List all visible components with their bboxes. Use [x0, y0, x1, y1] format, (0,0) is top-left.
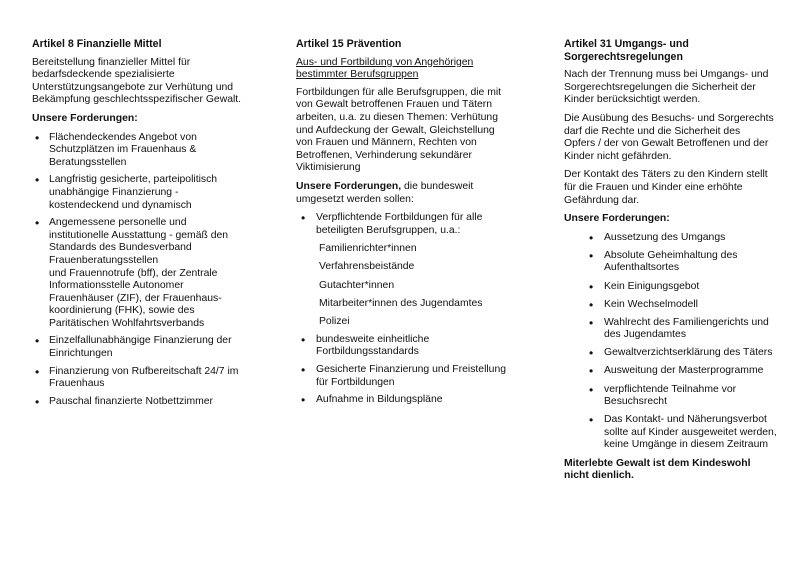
article-8-demands-heading: Unsere Forderungen: — [32, 112, 138, 124]
list-item — [32, 174, 250, 212]
list-item — [564, 414, 778, 452]
demands-rest-1: die bundesweit — [401, 180, 474, 192]
article-31-conclusion: Miterlebte Gewalt ist dem Kindeswohl nicht dienlich. — [564, 457, 751, 482]
list-item-text: Kein Wechselmodell — [604, 298, 698, 310]
bullet-icon: • — [35, 130, 40, 145]
bullet-icon: • — [35, 173, 40, 188]
list-item-text: Pauschal finanzierte Notbettzimmer — [49, 395, 214, 407]
list-item — [564, 281, 778, 294]
list-item — [296, 334, 508, 359]
article-8-title: Artikel 8 Finanzielle Mittel — [32, 38, 162, 50]
article-31-paragraph-3: Der Kontakt des Täters zu den Kindern stellt für die Frauen und Kinder eine erhöhte Gefährdung dar. — [564, 169, 768, 206]
list-item — [32, 132, 250, 170]
bullet-icon: • — [301, 362, 306, 377]
article-8-intro: Bereitstellung finanzieller Mittel für bedarfsdeckende spezialisierte Unterstützungsangebote zur Verhütung und Bekämpfung geschlechtsspezifischer Gewalt. — [32, 56, 242, 106]
list-item-text: Langfristig gesicherte, parteipolitisch unabhängige Finanzierung - kostendeckend und dynamisch — [49, 174, 218, 211]
list-item-text: Aufnahme in Bildungspläne — [316, 394, 443, 406]
list-item-text: Finanzierung von Rufbereitschaft 24/7 im Frauenhaus — [49, 365, 239, 390]
list-item-text: Aussetzung des Umgangs — [604, 231, 726, 243]
article-31-demands-list — [564, 232, 778, 452]
list-item — [564, 250, 778, 275]
bullet-icon: • — [589, 364, 594, 379]
list-item — [32, 396, 250, 409]
list-item-text: verpflichtende Teilnahme vor Besuchsrecht — [604, 383, 737, 408]
article-31-paragraph-2: Die Ausübung des Besuchs- und Sorgerechts darf die Rechte und die Sicherheit des Opfers / der von Gewalt Betroffenen und der Kinder nicht gefährden. — [564, 112, 774, 162]
article-31-title: Artikel 31 Umgangs- und Sorgerechtsregelungen — [564, 38, 689, 63]
list-item — [296, 212, 508, 328]
list-item — [296, 364, 508, 389]
bullet-icon: • — [589, 279, 594, 294]
bullet-icon: • — [35, 364, 40, 379]
list-item — [32, 217, 250, 330]
bullet-icon: • — [589, 382, 594, 397]
article-8-demands-list — [32, 132, 250, 409]
bullet-icon: • — [35, 394, 40, 409]
bullet-icon: • — [589, 346, 594, 361]
bullet-icon: • — [589, 413, 594, 428]
bullet-icon: • — [589, 315, 594, 330]
list-item-text: Gewaltverzichtserklärung des Täters — [604, 347, 773, 359]
bullet-icon: • — [35, 334, 40, 349]
professional-group: Familienrichter*innen — [319, 243, 417, 255]
column-article-15 — [296, 38, 508, 412]
bullet-icon: • — [301, 211, 306, 226]
list-item-text: Ausweitung der Masterprogramme — [604, 365, 764, 377]
article-15-subtitle: Aus- und Fortbildung von Angehörigen bestimmter Berufsgruppen — [296, 56, 474, 81]
list-item-text: Kein Einigungsgebot — [604, 280, 700, 292]
list-item-text: Das Kontakt- und Näherungsverbot sollte auf Kinder ausgeweitet werden, keine Umgänge in diesem Zeitraum — [604, 414, 777, 451]
list-item-text: Flächendeckendes Angebot von Schutzplätzen im Frauenhaus & Beratungsstellen — [49, 131, 197, 168]
list-item-text: bundesweite einheitliche Fortbildungsstandards — [316, 333, 430, 358]
list-item — [32, 335, 250, 360]
list-item — [564, 384, 778, 409]
article-15-demands-list — [296, 212, 508, 328]
professional-group: Verfahrensbeistände — [319, 261, 415, 273]
bullet-icon: • — [35, 216, 40, 231]
article-15-intro: Fortbildungen für alle Berufsgruppen, die mit von Gewalt betroffenen Frauen und Tätern arbeiten, u.a. zu diesen Themen: Verhütung und Aufdeckung der Gewalt, Gleichstellung von Frauen und Männern, Rechten von Betroffenen, Verhinderung sekundärer Viktimisierung — [296, 86, 502, 174]
list-item — [564, 232, 778, 245]
list-item — [564, 299, 778, 312]
list-item — [296, 394, 508, 407]
list-item-text: Einzelfallunabhängige Finanzierung der Einrichtungen — [49, 335, 232, 360]
list-item-text: Absolute Geheimhaltung des Aufenthaltsortes — [604, 249, 738, 274]
list-item-text: Wahlrecht des Familiengerichts und des Jugendamtes — [604, 316, 769, 341]
article-31-paragraph-1: Nach der Trennung muss bei Umgangs- und Sorgerechtsregelungen die Sicherheit der Kinder berücksichtigt werden. — [564, 69, 769, 106]
article-15-title: Artikel 15 Prävention — [296, 38, 402, 50]
article-31-demands-heading: Unsere Forderungen: — [564, 213, 670, 225]
professional-group: Gutachter*innen — [319, 279, 395, 291]
bullet-icon: • — [589, 248, 594, 263]
list-item — [564, 347, 778, 360]
article-15-demands-list-continued — [296, 334, 508, 407]
bullet-icon: • — [589, 230, 594, 245]
list-item-text: Verpflichtende Fortbildungen für alle beteiligten Berufsgruppen, u.a.: — [316, 212, 483, 236]
article-15-demands-heading — [296, 181, 508, 206]
column-article-8 — [32, 38, 250, 413]
list-item-text: Gesicherte Finanzierung und Freistellung für Fortbildungen — [316, 363, 507, 388]
list-item-text: Angemessene personelle und institutionelle Ausstattung - gemäß den Standards des Bundesverband Frauenberatungsstellen und Frauennotrufe (bff), der Zentrale Informationsstelle Autonomer Frauenhäuser (ZIF), der Frauenhaus- koordinierung (FHK), sowie des Paritätischen Wohlfahrtsverbands — [49, 217, 229, 329]
list-item — [564, 365, 778, 378]
bullet-icon: • — [301, 332, 306, 347]
professional-group: Polizei — [319, 315, 350, 327]
professional-group: Mitarbeiter*innen des Jugendamtes — [319, 297, 483, 309]
list-item — [564, 317, 778, 342]
demands-rest-2: umgesetzt werden sollen: — [296, 193, 414, 205]
column-article-31 — [564, 38, 778, 489]
bullet-icon: • — [301, 393, 306, 408]
bullet-icon: • — [589, 297, 594, 312]
professional-groups-list — [316, 243, 508, 328]
demands-bold: Unsere Forderungen, — [296, 180, 402, 192]
list-item — [32, 366, 250, 391]
